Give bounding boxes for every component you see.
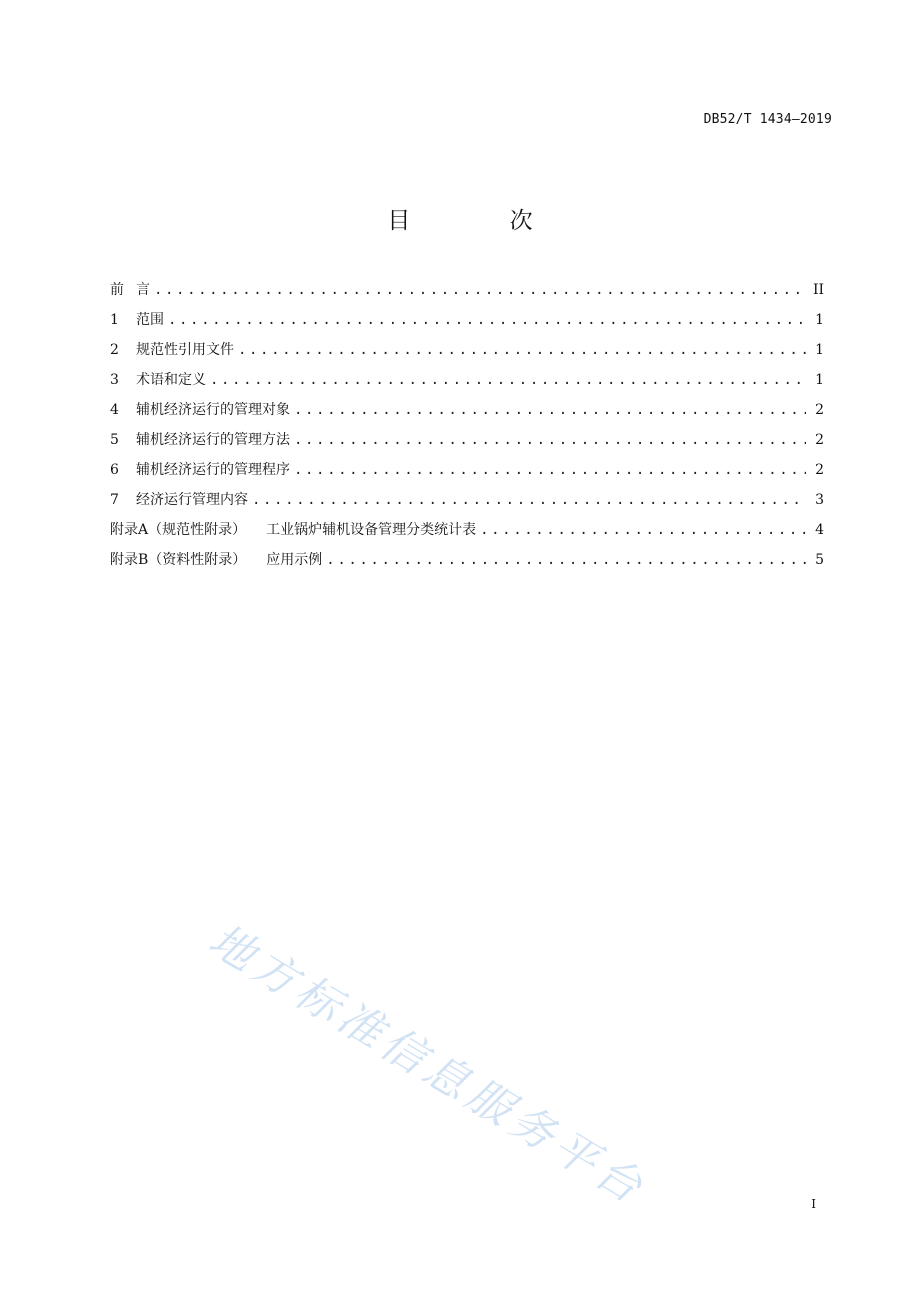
toc-entry-number: 附录B（资料性附录） xyxy=(110,552,247,568)
toc-entry-page: 2 xyxy=(815,432,824,448)
toc-entry-page: 3 xyxy=(815,492,824,508)
toc-entry-number: 7 xyxy=(110,492,119,508)
toc-entry-page: 2 xyxy=(815,402,824,418)
toc-entry-page: 1 xyxy=(815,372,824,388)
toc-entry-title: 范围 xyxy=(136,312,164,328)
toc-entry-title: 言 xyxy=(136,282,150,298)
toc-entry-number: 6 xyxy=(110,462,119,478)
toc-entry-page: 1 xyxy=(815,342,824,358)
toc-entry-management-content[interactable] xyxy=(110,489,824,519)
toc-entry-page: II xyxy=(812,282,824,298)
toc-entry-foreword[interactable] xyxy=(110,279,824,309)
toc-entry-title: 规范性引用文件 xyxy=(136,342,234,358)
toc-leader xyxy=(238,342,806,358)
toc-leader xyxy=(480,522,806,538)
toc-leader xyxy=(154,282,806,298)
toc-entry-scope[interactable] xyxy=(110,309,824,339)
toc-entry-number: 前 xyxy=(110,282,124,298)
toc-leader xyxy=(294,402,806,418)
toc-entry-normative-references[interactable] xyxy=(110,339,824,369)
toc-entry-title: 辅机经济运行的管理程序 xyxy=(136,462,290,478)
toc-entry-page: 2 xyxy=(815,462,824,478)
toc-entry-number: 4 xyxy=(110,402,119,418)
toc-entry-title: 辅机经济运行的管理对象 xyxy=(136,402,290,418)
toc-entry-page: 4 xyxy=(815,522,824,538)
toc-leader xyxy=(294,432,806,448)
toc-title: 目 次 xyxy=(387,208,579,234)
toc-entry-terms[interactable] xyxy=(110,369,824,399)
toc-entry-title: 应用示例 xyxy=(266,552,323,568)
toc-entry-management-procedures[interactable] xyxy=(110,459,824,489)
toc-entry-number: 2 xyxy=(110,342,119,358)
toc-entry-number: 1 xyxy=(110,312,119,328)
toc-entry-page: 1 xyxy=(815,312,824,328)
toc-entry-number: 附录A（规范性附录） xyxy=(110,522,247,538)
toc-leader xyxy=(168,312,806,328)
toc-entry-appendix-b[interactable] xyxy=(110,549,824,579)
toc-entry-page: 5 xyxy=(815,552,824,568)
toc-leader xyxy=(210,372,806,388)
toc-leader xyxy=(294,462,806,478)
toc-leader xyxy=(326,552,806,568)
toc-entry-appendix-a[interactable] xyxy=(110,519,824,549)
document-code: DB52/T 1434—2019 xyxy=(703,112,832,127)
toc-entry-title: 辅机经济运行的管理方法 xyxy=(136,432,290,448)
footer-page-number: I xyxy=(811,1197,816,1211)
toc-entry-management-objects[interactable] xyxy=(110,399,824,429)
toc-entry-title: 工业锅炉辅机设备管理分类统计表 xyxy=(266,522,477,538)
toc-entry-title: 术语和定义 xyxy=(136,372,206,388)
toc-entry-number: 5 xyxy=(110,432,119,448)
toc-entry-title: 经济运行管理内容 xyxy=(136,492,248,508)
toc-leader xyxy=(252,492,806,508)
toc-entry-management-methods[interactable] xyxy=(110,429,824,459)
watermark: 地方标准信息服务平台 xyxy=(200,914,655,1216)
toc-entry-number: 3 xyxy=(110,372,119,388)
toc-list xyxy=(110,279,824,579)
